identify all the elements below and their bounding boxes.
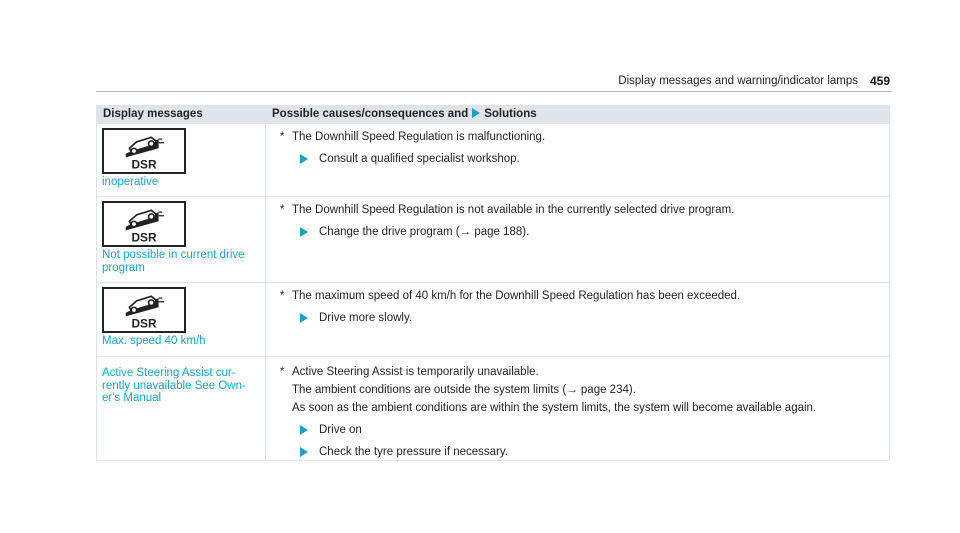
col-header-solutions: Solutions bbox=[484, 108, 537, 120]
cause-line bbox=[280, 289, 883, 304]
cause-detail: As soon as the ambient conditions are within the system limits, the system will become available again. bbox=[292, 402, 817, 414]
action-text: Drive more slowly. bbox=[319, 312, 413, 324]
message-label: Not possible in current drive program bbox=[102, 249, 245, 274]
action-line bbox=[280, 152, 883, 167]
message-cell bbox=[97, 124, 266, 197]
dsr-icon-text: DSR bbox=[131, 316, 157, 331]
causes-cell bbox=[266, 357, 890, 461]
page-number: 459 bbox=[869, 74, 890, 88]
action-line bbox=[280, 311, 883, 326]
dsr-downhill-icon bbox=[102, 128, 186, 174]
action-arrow-icon bbox=[300, 447, 308, 457]
table-row bbox=[97, 357, 890, 461]
dsr-downhill-icon bbox=[102, 201, 186, 247]
page-header bbox=[96, 72, 960, 92]
dsr-downhill-icon bbox=[102, 287, 186, 333]
table-row bbox=[97, 124, 890, 197]
action-arrow-icon bbox=[300, 154, 308, 164]
action-text: Consult a qualified specialist workshop. bbox=[319, 153, 520, 165]
causes-cell bbox=[266, 283, 890, 357]
causes-cell bbox=[266, 197, 890, 283]
col-header-display-messages: Display messages bbox=[97, 106, 266, 124]
cause-line bbox=[280, 365, 883, 380]
table-header-row bbox=[97, 106, 890, 124]
action-arrow-icon bbox=[300, 227, 308, 237]
causes-cell bbox=[266, 124, 890, 197]
cause-text: The Downhill Speed Regulation is not available in the currently selected drive program. bbox=[292, 204, 735, 216]
action-text: Check the tyre pressure if necessary. bbox=[319, 446, 508, 458]
message-cell bbox=[97, 197, 266, 283]
cause-detail: The ambient conditions are outside the system limits (→ page 234). bbox=[292, 384, 636, 396]
action-arrow-icon bbox=[300, 313, 308, 323]
action-arrow-icon bbox=[300, 425, 308, 435]
dsr-icon-text: DSR bbox=[131, 157, 157, 172]
table-row bbox=[97, 283, 890, 357]
message-label: Max. speed 40 km/h bbox=[102, 335, 206, 347]
dsr-icon-text: DSR bbox=[131, 230, 157, 245]
cause-line bbox=[280, 203, 883, 218]
message-label: inoperative bbox=[102, 176, 159, 188]
display-messages-table bbox=[96, 105, 890, 461]
message-cell bbox=[97, 283, 266, 357]
col-header-causes-solutions bbox=[266, 106, 890, 124]
footnote-star: * bbox=[280, 131, 285, 143]
message-cell bbox=[97, 357, 266, 461]
col-header-causes: Possible causes/consequences and bbox=[272, 108, 469, 120]
cause-line bbox=[280, 130, 883, 145]
action-line bbox=[280, 225, 883, 240]
action-line bbox=[280, 445, 883, 460]
solution-arrow-icon bbox=[472, 108, 480, 118]
action-line bbox=[280, 423, 883, 438]
cause-text: Active Steering Assist is temporarily unavailable. bbox=[292, 366, 539, 378]
action-text: Change the drive program (→ page 188). bbox=[319, 226, 530, 238]
cause-text: The Downhill Speed Regulation is malfunctioning. bbox=[292, 131, 546, 143]
header-rule bbox=[96, 91, 892, 92]
header-title: Display messages and warning/indicator lamps bbox=[618, 75, 858, 87]
table-row bbox=[97, 197, 890, 283]
cause-text: The maximum speed of 40 km/h for the Downhill Speed Regulation has been exceeded. bbox=[292, 290, 741, 302]
footnote-star: * bbox=[280, 204, 285, 216]
message-label: Active Steering Assist cur-rently unavailable See Own-er's Manual bbox=[102, 367, 246, 404]
footnote-star: * bbox=[280, 366, 285, 378]
action-text: Drive on bbox=[319, 424, 362, 436]
footnote-star: * bbox=[280, 290, 285, 302]
